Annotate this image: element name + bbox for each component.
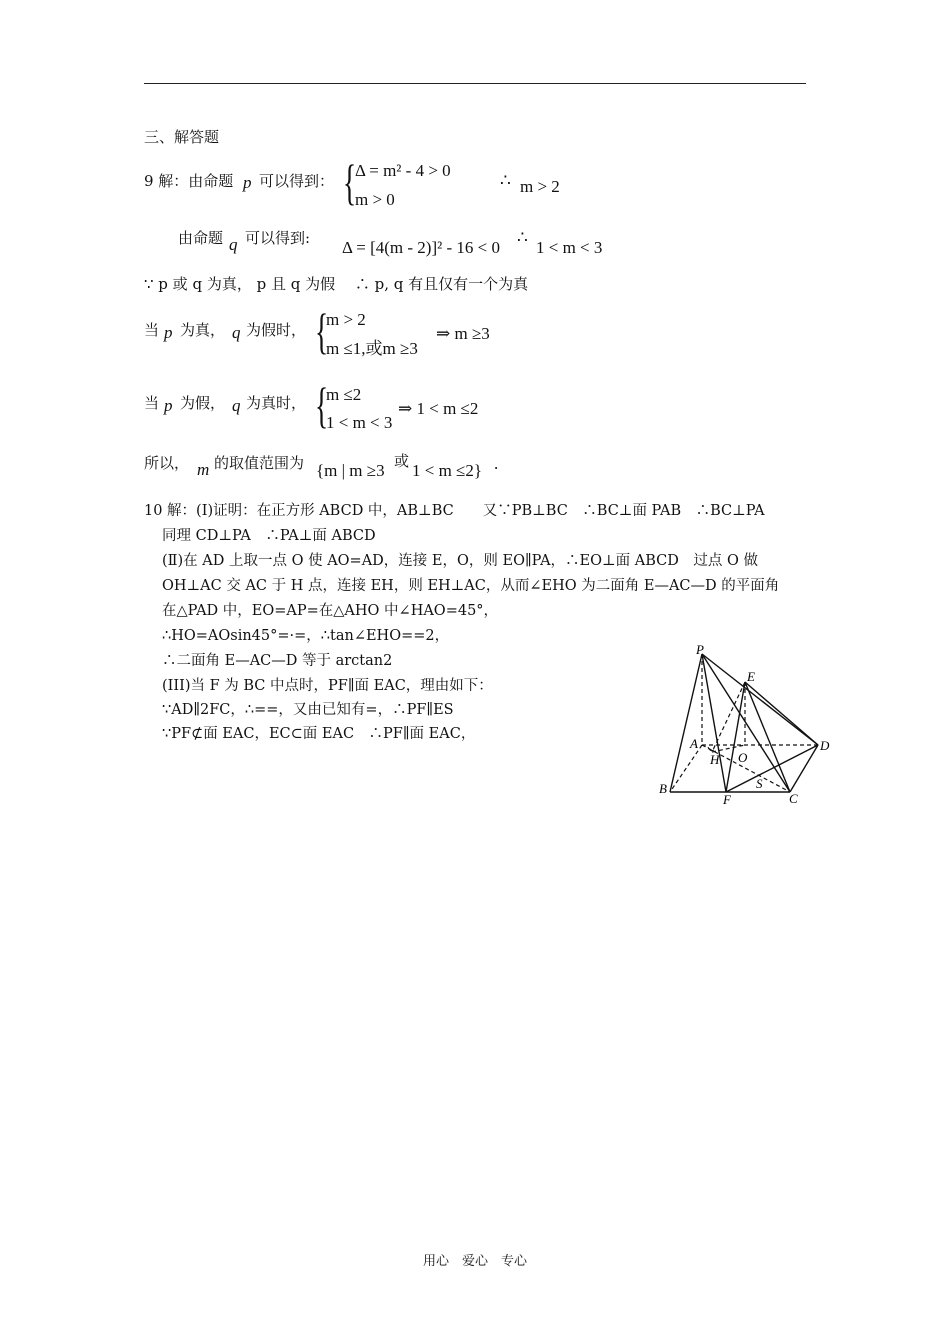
label-e: E — [747, 669, 755, 684]
sys1-b: m > 0 — [355, 190, 395, 209]
q9-label: 9 解：由命题 — [144, 172, 234, 190]
q9-line1-text: 可以得到： — [259, 172, 335, 190]
case2-mid: 为假， — [180, 394, 226, 412]
therefore-1: ∴ — [500, 171, 511, 190]
brace-2: { — [315, 303, 329, 359]
label-f: F — [723, 792, 731, 807]
q10-line: 同理 CD⊥PA ∴PA⊥面 ABCD — [162, 528, 376, 544]
case1-b: m ≤1,或m ≥3 — [326, 339, 418, 358]
label-h: H — [710, 752, 720, 767]
pyramid-figure — [650, 640, 840, 810]
q10-line: ∴HO=AOsin45°=·=，∴tan∠EHO==2， — [162, 628, 450, 644]
case1-res: ⇒ m ≥3 — [436, 324, 490, 343]
label-a: A — [690, 736, 698, 751]
conc-dot: . — [494, 454, 499, 473]
q9-line2-text: 可以得到: — [245, 229, 311, 247]
conc-or: 或 — [394, 452, 410, 470]
label-d: D — [820, 738, 830, 753]
label-b: B — [659, 781, 667, 796]
therefore-2: ∴ — [517, 228, 528, 247]
case1-q: q — [232, 323, 241, 342]
q10-line: OH⊥AC 交 AC 于 H 点，连接 EH，则 EH⊥AC，从而∠EHO 为二面角 E—AC—D 的平面角 — [162, 578, 780, 594]
case1-p: p — [164, 323, 173, 342]
header-rule — [144, 83, 806, 84]
q10-line: ∵PF⊄面 EAC，EC⊂面 EAC ∴PF∥面 EAC， — [162, 726, 476, 742]
sys1-a: Δ = m² - 4 > 0 — [355, 161, 451, 180]
brace-3: { — [315, 377, 329, 433]
q9-line3: ∵ p 或 q 为真， p 且 q 为假 ∴ p, q 有且仅有一个为真 — [144, 275, 529, 293]
conc-text: 的取值范围为 — [214, 454, 305, 472]
case1-a: m > 2 — [326, 310, 366, 329]
case2-b: 1 < m < 3 — [326, 413, 393, 432]
brace-1: { — [343, 154, 357, 210]
label-p: P — [696, 642, 704, 657]
q9-p: p — [243, 173, 252, 192]
case2-q: q — [232, 396, 241, 415]
case2-end: 为真时， — [246, 394, 307, 412]
conc-label: 所以， — [144, 454, 190, 472]
result-1: m > 2 — [520, 177, 560, 196]
case2-res: ⇒ 1 < m ≤2 — [398, 399, 479, 418]
case1-end: 为假时， — [246, 321, 307, 339]
conc-m: m — [197, 460, 210, 479]
case2-a: m ≤2 — [326, 385, 362, 404]
label-c: C — [789, 791, 798, 806]
eq-2: Δ = [4(m - 2)]² - 16 < 0 — [342, 238, 500, 257]
conc-set2: 1 < m ≤2} — [412, 461, 483, 480]
result-2: 1 < m < 3 — [536, 238, 603, 257]
label-o: O — [738, 750, 748, 765]
section-title: 三、解答题 — [144, 128, 220, 146]
case2-p: p — [164, 396, 173, 415]
q9-line2-label: 由命题 — [178, 229, 224, 247]
case2-label: 当 — [144, 394, 160, 412]
page-footer: 用心 爱心 专心 — [422, 1254, 527, 1269]
conc-set1: {m | m ≥3 — [316, 461, 385, 480]
q10-line: ∴二面角 E—AC—D 等于 arctan2 — [162, 653, 393, 669]
q10-line: 10 解：(Ⅰ)证明：在正方形 ABCD 中，AB⊥BC 又∵PB⊥BC ∴BC⊥面 PAB ∴BC⊥PA — [144, 503, 765, 519]
case1-label: 当 — [144, 321, 160, 339]
q9-q: q — [229, 235, 238, 254]
q10-line: ∵AD∥2FC，∴==，又由已知有=，∴PF∥ES — [162, 702, 454, 718]
q10-line: (III)当 F 为 BC 中点时，PF∥面 EAC，理由如下： — [162, 678, 493, 694]
q10-line: (Ⅱ)在 AD 上取一点 O 使 AO=AD，连接 E，O，则 EO∥PA，∴EO⊥面 ABCD 过点 O 做 — [162, 553, 758, 569]
case1-mid: 为真， — [180, 321, 226, 339]
q10-line: 在△PAD 中，EO=AP=在△AHO 中∠HAO=45°， — [162, 603, 499, 619]
label-s: S — [756, 776, 763, 791]
